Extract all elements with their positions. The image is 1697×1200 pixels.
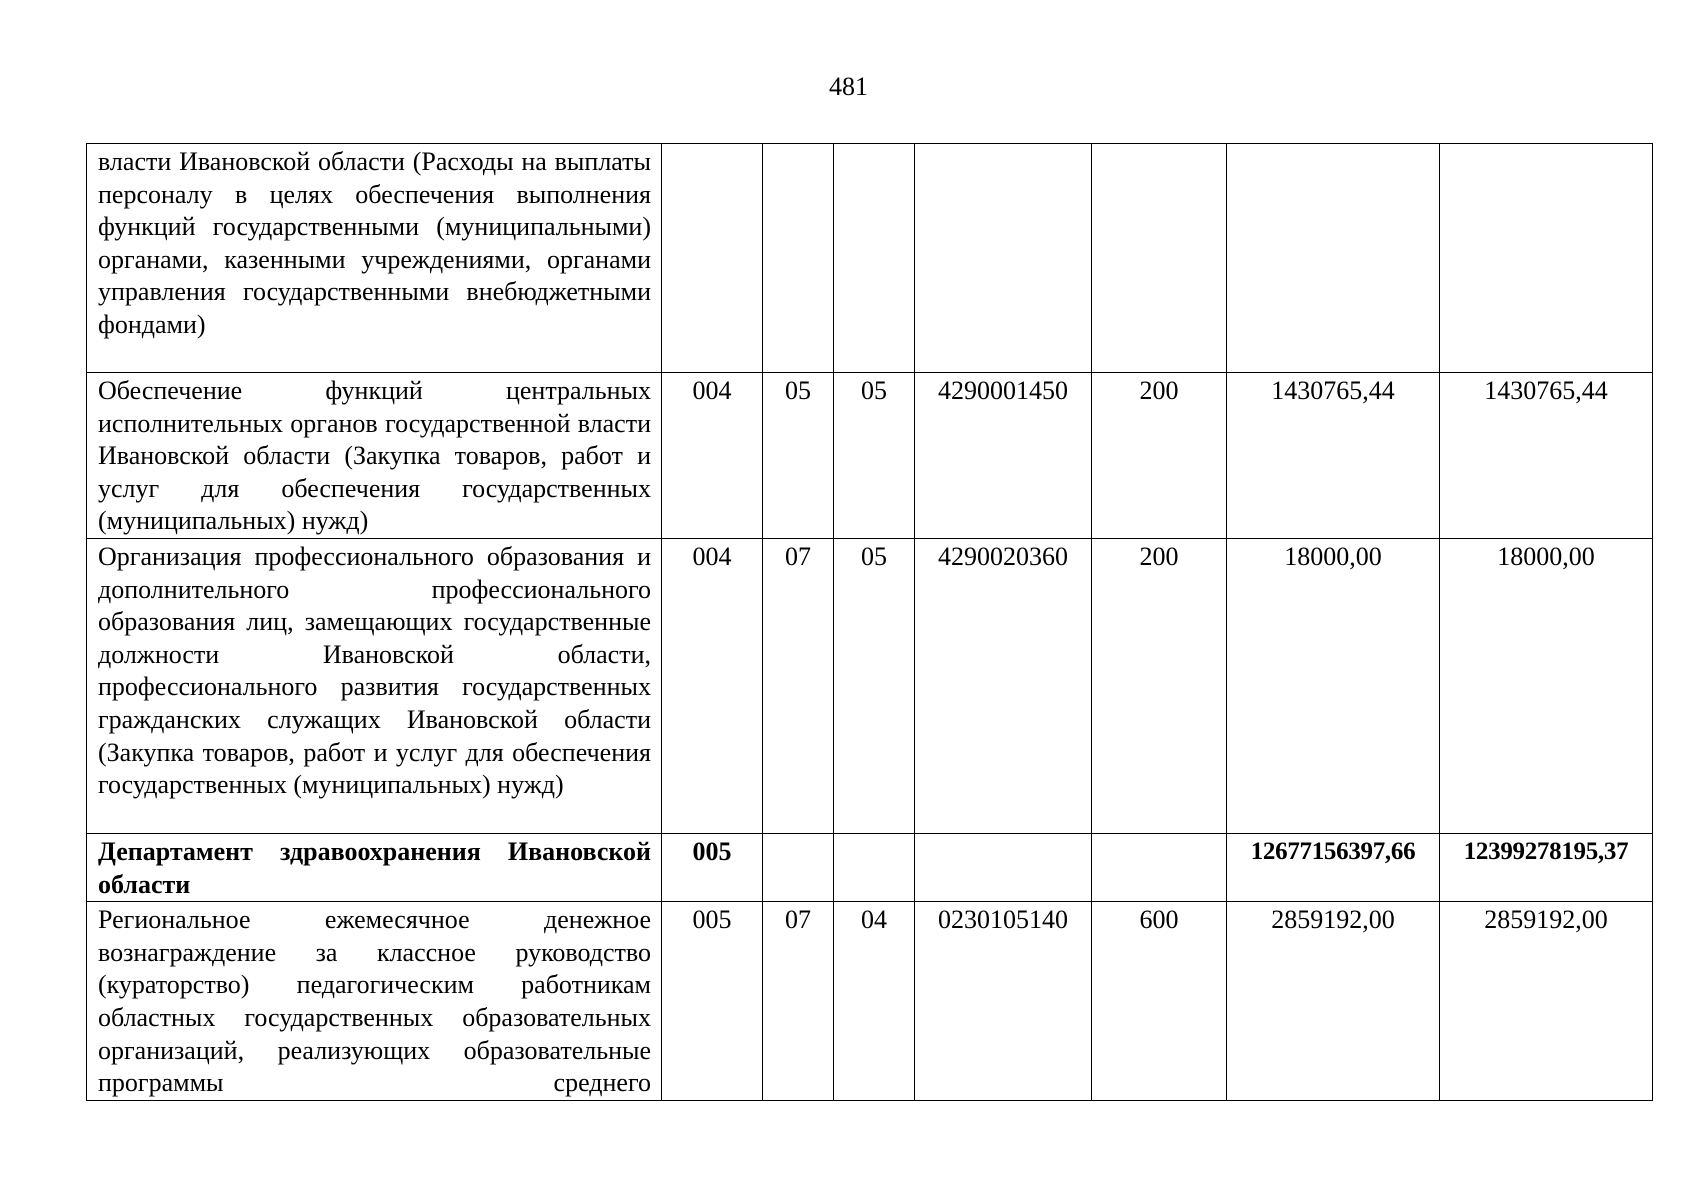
- cell-sum-1: 1430765,44: [1227, 373, 1440, 539]
- cell-sum-2: 18000,00: [1440, 538, 1653, 833]
- cell-sum-1: 2859192,00: [1227, 902, 1440, 1101]
- cell-pr: 04: [834, 902, 915, 1101]
- cell-gr: [662, 144, 763, 373]
- row-description: власти Ивановской области (Расходы на выплаты персоналу в целях обеспечения выполнения функций государственными (муниципальными) органами, казенными учреждениями, органами управления государственными внебюджетными фондами): [87, 144, 662, 373]
- cell-sum-2: 12399278195,37: [1440, 833, 1653, 901]
- cell-csr: 0230105140: [915, 902, 1092, 1101]
- cell-sum-1: 12677156397,66: [1227, 833, 1440, 901]
- cell-pr: [834, 144, 915, 373]
- cell-sum-1: [1227, 144, 1440, 373]
- cell-sum-1: 18000,00: [1227, 538, 1440, 833]
- table-row: [87, 144, 1653, 373]
- cell-vr: [1092, 144, 1227, 373]
- cell-vr: 600: [1092, 902, 1227, 1101]
- cell-pr: [834, 833, 915, 901]
- cell-vr: 200: [1092, 538, 1227, 833]
- cell-sum-2: 2859192,00: [1440, 902, 1653, 1101]
- cell-csr: [915, 144, 1092, 373]
- table-row: [87, 373, 1653, 539]
- cell-pr: 05: [834, 373, 915, 539]
- cell-sum-2: [1440, 144, 1653, 373]
- cell-rz: [763, 144, 834, 373]
- cell-gr: 004: [662, 373, 763, 539]
- cell-rz: 05: [763, 373, 834, 539]
- table-row: [87, 538, 1653, 833]
- row-description: Организация профессионального образования и дополнительного профессионального образования лиц, замещающих государственные должности Ивановской области, профессионального развития государственных гражданских служащих Ивановской области (Закупка товаров, работ и услуг для обеспечения государственных (муниципальных) нужд): [87, 538, 662, 833]
- cell-rz: [763, 833, 834, 901]
- cell-csr: 4290020360: [915, 538, 1092, 833]
- cell-gr: 005: [662, 833, 763, 901]
- row-description: Региональное ежемесячное денежное вознаграждение за классное руководство (кураторство) педагогическим работникам областных государственных образовательных организаций, реализующих образовательные программы среднего: [87, 902, 662, 1101]
- cell-pr: 05: [834, 538, 915, 833]
- table-row: [87, 902, 1653, 1101]
- cell-gr: 004: [662, 538, 763, 833]
- budget-table: [86, 143, 1653, 1101]
- cell-vr: 200: [1092, 373, 1227, 539]
- page-number: 481: [829, 72, 868, 101]
- cell-gr: 005: [662, 902, 763, 1101]
- cell-sum-2: 1430765,44: [1440, 373, 1653, 539]
- row-description: Обеспечение функций центральных исполнительных органов государственной власти Ивановской области (Закупка товаров, работ и услуг для обеспечения государственных (муниципальных) нужд): [87, 373, 662, 539]
- cell-rz: 07: [763, 902, 834, 1101]
- row-description: Департамент здравоохранения Ивановской области: [87, 833, 662, 901]
- cell-csr: 4290001450: [915, 373, 1092, 539]
- table-row: [87, 833, 1653, 901]
- cell-csr: [915, 833, 1092, 901]
- cell-rz: 07: [763, 538, 834, 833]
- cell-vr: [1092, 833, 1227, 901]
